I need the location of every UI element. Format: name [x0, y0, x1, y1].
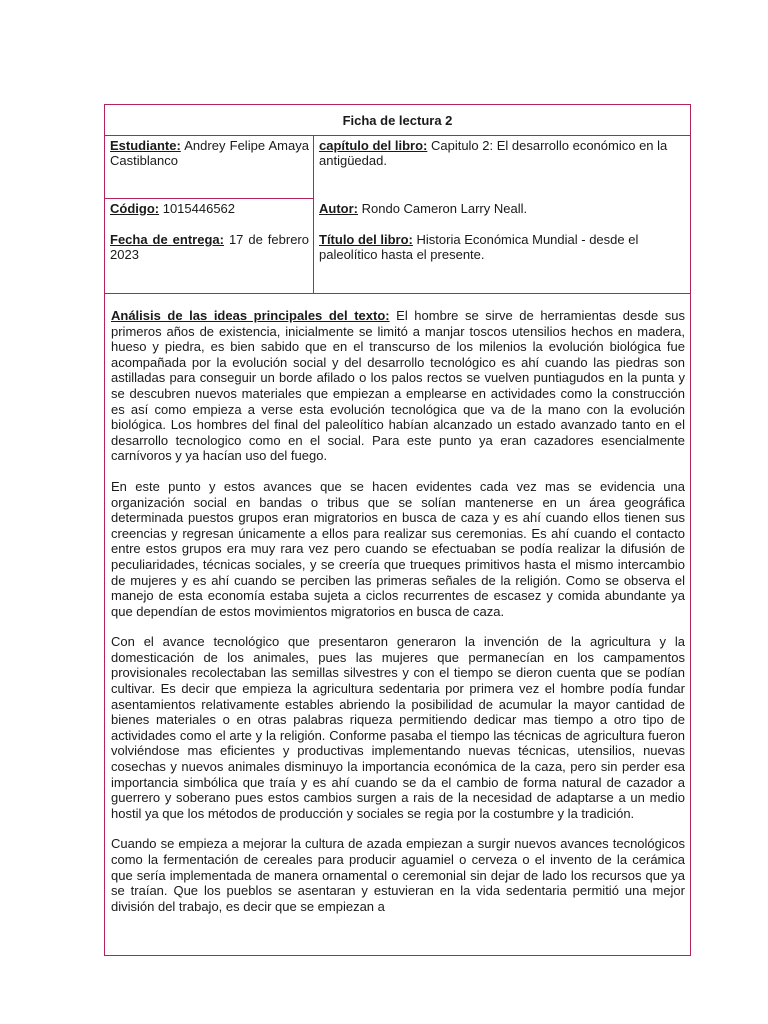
- code-cell: [105, 199, 313, 262]
- code-label: Código:: [110, 201, 160, 216]
- analysis-paragraph-1: El hombre se sirve de herramientas desde sus primeros años de existencia, inicialmente se limitó a manjar toscos utensilios hechos en madera, hueso y piedra, es bien sabido que en el transcurso de los milenios la evolución biológica fue acompañada por la evolución social y del desarrollo tecnológico es ahí cuando las piedras son astilladas para conseguir un borde afilado o los palos rectos se vuelven puntiagudos en la punta y se descubren nuevos materiales que empiezan a emplearse en actividades como la construcción es así como empieza a verse esta evolución tecnológica que va de la mano con la evolución biológica. Los hombres del final del paleolítico habían alcanzado un estado avanzado tanto en el desarrollo tecnologico como en el social. Para este punto ya eran cazadores esencialmente carnívoros y ya hacían uso del fuego.: [111, 308, 685, 464]
- delivery-date: 17 de febrero 2023: [110, 232, 309, 262]
- book-cell: [314, 199, 690, 262]
- student-label: Estudiante:: [110, 138, 181, 153]
- analysis-paragraph-3: Con el avance tecnológico que presentaron generaron la invención de la agricultura y la domesticación de los animales, pues las mujeres que permanecían en los campamentos provisionales recolectaban las semillas silvestres y con el tiempo se dieron cuenta que se podían cultivar. Es decir que empieza la agricultura sedentaria por primera vez el hombre podía fundar asentamientos relativamente estables abriendo la posibilidad de acumular la mayor cantidad de bienes materiales o en otras palabras riqueza permitiendo dedicar mas tiempo a otro tipo de actividades como el arte y la religión. Conforme pasaba el tiempo las técnicas de agricultura fueron volviéndose mas eficientes y productivas implementando nuevas técnicas, utensilios, nuevas cosechas y nuevos animales disminuyo la importancia económica de la caza, pero sin perder esa importancia simbólica que traía y es ahí cuando se da el cambio de forma natural de cazador a guerrero y soberano pues estos cambios surgen a rais de la necesidad de adaptarse a un medio hostil ya que los métodos de producción y sociales se regia por la costumbre y la tradición.: [111, 634, 685, 821]
- analysis-label: Análisis de las ideas principales del texto:: [111, 308, 390, 323]
- chapter-value: Capitulo 2: El desarrollo económico en la antigüedad.: [319, 138, 668, 168]
- analysis-paragraph: [111, 308, 685, 464]
- sheet-title: Ficha de lectura 2: [105, 105, 690, 136]
- code-value: 1015446562: [162, 201, 236, 216]
- info-right-column: [314, 136, 690, 293]
- analysis-section: [105, 294, 690, 914]
- student-cell: [105, 136, 313, 199]
- delivery-label: Fecha de entrega:: [110, 232, 224, 247]
- book-title-value: Historia Económica Mundial - desde el paleolítico hasta el presente.: [319, 232, 639, 262]
- analysis-paragraph-2: En este punto y estos avances que se hacen evidentes cada vez mas se evidencia una organización social en bandas o tribus que se solían mantenerse en un área geográfica determinada puestos grupos eran migratorios en busca de caza y es ahí cuando ellos tienen sus creencias y regresan únicamente a ellos para realizar sus ceremonias. Es ahí cuando el contacto entre estos grupos era muy rara vez pero cuando se efectuaban se podía realizar la difusión de peculiaridades, técnicas sociales, y se creería que trueques primitivos hasta el mismo intercambio de mujeres y es ahí cuando se perciben las primeras señales de la religión. Como se observa el manejo de esta economía estaba sujeta a ciclos recurrentes de escasez y comida abundante ya que dependían de estos movimientos migratorios en busca de caza.: [111, 478, 685, 619]
- analysis-paragraph-4: Cuando se empieza a mejorar la cultura de azada empiezan a surgir nuevos avances tecnológicos como la fermentación de cereales para producir aguamiel o cerveza o el invento de la cerámica que sería implementada de manera ornamental o ceremonial sin dejar de lado los recursos que ya se traían. Que los pueblos se asentaran y estuvieran en la vida sedentaria permitió una mejor división del trabajo, es decir que se empiezan a: [111, 836, 685, 914]
- info-left-column: [105, 136, 314, 293]
- book-title-label: Título del libro:: [319, 232, 413, 247]
- info-block: [105, 136, 690, 294]
- student-name: Andrey Felipe Amaya Castiblanco: [110, 138, 309, 168]
- chapter-cell: [314, 136, 690, 199]
- chapter-label: capítulo del libro:: [319, 138, 428, 153]
- author-value: Rondo Cameron Larry Neall.: [361, 201, 528, 216]
- author-label: Autor:: [319, 201, 358, 216]
- reading-sheet: [104, 104, 691, 956]
